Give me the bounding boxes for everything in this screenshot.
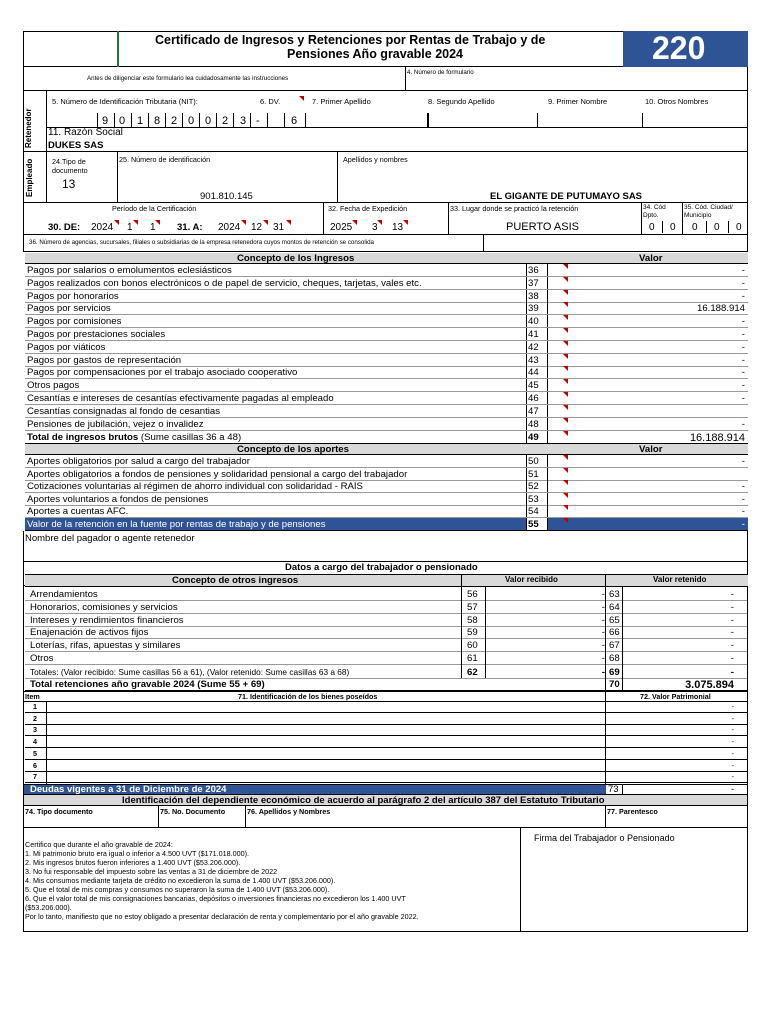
ingreso-num: 46 — [528, 393, 539, 404]
recibido-num: 57 — [467, 601, 478, 613]
bien-item-num: 5 — [33, 748, 37, 758]
aportes-value-header: Valor — [639, 444, 663, 455]
ingreso-label: Pagos por comisiones — [27, 316, 122, 328]
valor-patrimonial-header: 72. Valor Patrimonial — [640, 692, 711, 701]
nit-dash: - — [256, 115, 260, 127]
recibido-num: 61 — [467, 653, 478, 664]
otro-ingreso-row — [25, 601, 748, 614]
totales-v1: - — [601, 667, 605, 678]
bien-item-num: 2 — [33, 713, 37, 723]
ingreso-value[interactable]: - — [741, 393, 745, 404]
ingreso-row — [25, 302, 748, 315]
retenido-num: 66 — [609, 627, 620, 639]
ingreso-label: Cesantías e intereses de cesantías efectivamente pagadas al empleado — [27, 393, 334, 404]
no-doc-dep: 75. No. Documento — [160, 807, 226, 816]
aporte-row — [25, 493, 748, 506]
ingreso-value[interactable]: - — [741, 265, 745, 276]
nombres-label: Apellidos y nombres — [343, 155, 408, 164]
bien-row — [25, 702, 748, 713]
recibido-num: 60 — [467, 640, 478, 652]
aporte-row — [25, 480, 748, 493]
ingreso-num: 48 — [528, 418, 539, 430]
ingreso-row — [25, 277, 748, 290]
firma-label: Firma del Trabajador o Pensionado — [534, 833, 675, 843]
aporte-num: 54 — [528, 506, 539, 518]
retenido-num: 65 — [609, 614, 620, 626]
otro-ingreso-row — [25, 626, 748, 639]
de-day: 1 — [150, 222, 156, 233]
nit-digit: 0 — [205, 115, 212, 127]
ident-header: 71. Identificación de los bienes poseídos — [238, 692, 378, 701]
total-ingresos-note: (Sume casillas 36 a 48) — [140, 432, 242, 443]
ingreso-num: 47 — [528, 405, 539, 417]
fecha-month: 3 — [372, 222, 378, 233]
otros-concept-header: Concepto de otros ingresos — [172, 575, 299, 586]
recibido-value[interactable]: - — [601, 589, 605, 600]
recibido-header: Valor recibido — [505, 575, 558, 584]
ingreso-num: 45 — [528, 380, 539, 392]
aporte-value[interactable]: - — [741, 493, 745, 505]
ingreso-label: Pensiones de jubilación, vejez o invalidez — [27, 418, 204, 430]
totales-n1: 62 — [467, 667, 478, 678]
bien-valor[interactable]: - — [731, 702, 734, 711]
bien-row — [25, 761, 748, 772]
cod-dpto-label: 34. Cód Dpto. — [643, 204, 666, 219]
ingreso-num: 43 — [528, 354, 539, 366]
nit-digit: 3 — [240, 115, 247, 127]
lugar-value: PUERTO ASIS — [506, 221, 579, 233]
ingreso-num: 44 — [528, 367, 539, 379]
fecha-exp-label: 32. Fecha de Expedición — [328, 204, 408, 213]
cod-digit: 0 — [736, 222, 742, 233]
certifico-line: 4. Mis consumos mediante tarjeta de crédito no excedieron la suma de 1.400 UVT ($53.206.000). — [25, 876, 336, 885]
ingreso-value[interactable]: - — [741, 418, 745, 430]
num-id-label: 25. Número de identificación — [119, 155, 211, 164]
ingreso-label: Pagos por compensaciones por el trabajo asociado cooperativo — [27, 367, 298, 379]
agencias-label: 36. Número de agencias, sucursales, filiales o subsidiarias de la empresa retenedora cuyos montos de retención se consolida — [29, 239, 374, 246]
bien-item-num: 7 — [33, 772, 37, 782]
instructions-text: Antes de diligenciar este formulario lea cuidadosamente las instrucciones — [87, 75, 289, 82]
de-label: 30. DE: — [48, 222, 81, 233]
dv-value: 6 — [291, 115, 298, 127]
otro-ingreso-row — [25, 652, 748, 665]
recibido-value[interactable]: - — [601, 653, 605, 664]
form-title-line2: Pensiones Año gravable 2024 — [287, 47, 464, 61]
cod-digit: 0 — [670, 222, 676, 233]
ingreso-num: 39 — [528, 303, 539, 315]
ingreso-label: Pagos por salarios o emolumentos eclesiásticos — [27, 265, 232, 276]
cod-digit: 0 — [649, 222, 655, 233]
ingresos-concept-header: Concepto de los Ingresos — [237, 253, 355, 264]
aporte-value[interactable]: - — [741, 481, 745, 493]
retenido-value[interactable]: - — [730, 653, 734, 664]
ingreso-num: 42 — [528, 341, 539, 353]
total-retenciones-row — [25, 678, 748, 691]
bien-valor[interactable]: - — [731, 772, 734, 782]
num-id-value: 901.810.145 — [200, 191, 253, 202]
retenido-value[interactable]: - — [730, 640, 734, 652]
nit-digit: 1 — [137, 115, 144, 127]
fecha-day: 13 — [392, 222, 404, 233]
a-month: 12 — [251, 222, 263, 233]
ingreso-row — [25, 315, 748, 328]
ingreso-row — [25, 379, 748, 392]
retenido-value[interactable]: - — [730, 589, 734, 600]
retenedor-side-label: Retenedor — [24, 108, 33, 148]
dv-label: 6. DV. — [260, 97, 281, 106]
dependiente-title: Identificación del dependiente económico de acuerdo al parágrafo 2 del artículo 387 del Estatuto Tributario — [122, 795, 605, 806]
razon-social-value: DUKES SAS — [48, 140, 104, 151]
razon-social-label: 11. Razón Social — [48, 127, 123, 138]
retencion-value: - — [741, 519, 745, 530]
empleado-side-label: Empleado — [25, 158, 34, 197]
totales-n2: 69 — [609, 667, 620, 678]
bien-row — [25, 749, 748, 760]
tipo-doc-value: 13 — [62, 177, 76, 191]
ingreso-row — [25, 264, 748, 277]
cod-digit: 0 — [692, 222, 698, 233]
certifico-line: 6. Que el valor total de mis consignaciones bancarias, depósitos o inversiones financieras no excedieron los 1.400 UVT — [25, 894, 406, 903]
de-month: 1 — [127, 222, 133, 233]
recibido-value[interactable]: - — [601, 601, 605, 613]
cod-digit: 0 — [714, 222, 720, 233]
ingresos-value-header: Valor — [639, 253, 663, 264]
parentesco-dep: 77. Parentesco — [607, 807, 658, 816]
ingreso-label: Otros pagos — [27, 380, 80, 392]
ingreso-label: Pagos por gastos de representación — [27, 354, 182, 366]
aporte-num: 51 — [528, 468, 539, 480]
total-ingresos-num: 49 — [528, 432, 539, 443]
recibido-value[interactable]: - — [601, 640, 605, 652]
ingreso-row — [25, 366, 748, 379]
apellido2-label: 8. Segundo Apellido — [428, 97, 495, 106]
aporte-value[interactable]: - — [741, 506, 745, 518]
ingreso-label: Pagos por viáticos — [27, 341, 106, 353]
totales-v2: - — [730, 667, 734, 678]
nit-digit: 0 — [188, 115, 195, 127]
retenido-num: 67 — [609, 640, 620, 652]
retenido-num: 68 — [609, 653, 620, 664]
aporte-label: Aportes obligatorios a fondos de pensiones y solidaridad pensional a cargo del trabajador — [27, 468, 408, 480]
retencion-label: Valor de la retención en la fuente por rentas de trabajo y de pensiones — [27, 519, 326, 530]
periodo-label: Período de la Certificación — [112, 204, 197, 213]
otro-ingreso-label: Loterías, rifas, apuestas y similares — [30, 640, 181, 652]
otros-nombres-label: 10. Otros Nombres — [645, 97, 709, 106]
ingresos-header — [25, 253, 748, 264]
aporte-num: 50 — [528, 456, 539, 467]
otro-ingreso-label: Intereses y rendimientos financieros — [30, 614, 184, 626]
aporte-label: Aportes obligatorios por salud a cargo del trabajador — [27, 456, 250, 467]
aporte-label: Cotizaciones voluntarias al régimen de ahorro individual con solidaridad - RAIS — [27, 481, 363, 493]
total-retenciones-label: Total retenciones año gravable 2024 (Sume 55 + 69) — [30, 679, 265, 690]
otro-ingreso-label: Enajenación de activos fijos — [30, 627, 149, 639]
ingreso-row — [25, 341, 748, 354]
retencion-row — [25, 518, 748, 531]
ingreso-value[interactable]: - — [741, 329, 745, 340]
ingreso-label: Pagos por prestaciones sociales — [27, 329, 166, 340]
bien-row — [25, 725, 748, 736]
ingreso-num: 38 — [528, 290, 539, 302]
ingreso-label: Pagos realizados con bonos electrónicos o de papel de servicio, cheques, tarjetas, vales etc. — [27, 277, 422, 289]
recibido-value[interactable]: - — [601, 627, 605, 639]
total-ingresos-row — [25, 431, 748, 444]
a-day: 31 — [273, 222, 285, 233]
aportes-concept-header: Concepto de los aportes — [237, 444, 349, 455]
ingreso-value[interactable]: - — [741, 277, 745, 289]
bien-valor[interactable]: - — [731, 737, 734, 747]
otro-ingreso-row — [25, 614, 748, 627]
otro-ingreso-label: Honorarios, comisiones y servicios — [30, 601, 178, 613]
apellido1-label: 7. Primer Apellido — [312, 97, 371, 106]
aporte-row — [25, 505, 748, 518]
nit-digit: 2 — [171, 115, 178, 127]
certifico-line: 2. Mis ingresos brutos fueron inferiores a 1.400 UVT ($53.206.000). — [25, 858, 241, 867]
cod-ciudad-label: 35. Cód. Ciudad/ Municipio — [684, 204, 733, 219]
recibido-value[interactable]: - — [601, 614, 605, 626]
bien-row — [25, 714, 748, 725]
otro-ingreso-label: Arrendamientos — [30, 589, 98, 600]
nit-digit: 0 — [119, 115, 126, 127]
certifico-line: 5. Que el total de mis compras y consumos no superaron la suma de 1.400 UVT ($53.206.000). — [25, 885, 330, 894]
bien-row — [25, 772, 748, 783]
bien-valor[interactable]: - — [731, 713, 734, 723]
ingreso-value[interactable]: - — [741, 341, 745, 353]
total-ingresos-value: 16.188.914 — [689, 432, 745, 444]
ingreso-num: 36 — [528, 265, 539, 276]
nit-digit: 9 — [102, 115, 109, 127]
ingreso-value[interactable]: - — [741, 380, 745, 392]
ingreso-label: Cesantías consignadas al fondo de cesantias — [27, 405, 221, 417]
retenido-header: Valor retenido — [653, 575, 707, 584]
aportes-header — [25, 444, 748, 455]
tipo-doc-label: 24.Tipo de documento — [52, 157, 88, 175]
nombres-value: EL GIGANTE DE PUTUMAYO SAS — [490, 191, 643, 202]
nombre1-label: 9. Primer Nombre — [548, 97, 608, 106]
aporte-num: 53 — [528, 493, 539, 505]
pagador-label: Nombre del pagador o agente retenedor — [25, 533, 195, 544]
retenido-num: 63 — [609, 589, 620, 600]
tipo-doc-dep: 74. Tipo documento — [25, 807, 93, 816]
ingreso-row — [25, 405, 748, 418]
retenido-num: 64 — [609, 601, 620, 613]
a-year: 2024 — [218, 222, 241, 233]
certifico-line: 1. Mi patrimonio bruto era igual o inferior a 4.500 UVT ($171.018.000). — [25, 849, 250, 858]
ingreso-row — [25, 328, 748, 341]
aporte-row — [25, 455, 748, 468]
ingreso-row — [25, 354, 748, 367]
bien-row — [25, 737, 748, 748]
totales-label: Totales: (Valor recibido: Sume casillas 56 a 61), (Valor retenido: Sume casillas 63 a 68) — [30, 667, 350, 677]
total-retenciones-num: 70 — [609, 679, 620, 690]
ingreso-label: Pagos por honorarios — [27, 290, 119, 302]
bien-valor[interactable]: - — [731, 760, 734, 770]
trabajador-section-title: Datos a cargo del trabajador o pensionado — [285, 562, 478, 573]
recibido-num: 56 — [467, 589, 478, 600]
recibido-num: 59 — [467, 627, 478, 639]
ingreso-num: 41 — [528, 329, 539, 340]
total-retenciones-value: 3.075.894 — [685, 679, 734, 691]
bien-valor[interactable]: - — [731, 725, 734, 735]
certifico-line: ($53.206.000). — [25, 903, 72, 912]
otro-ingreso-row — [25, 588, 748, 601]
nit-digit: 8 — [154, 115, 161, 127]
otro-ingreso-label: Otros — [30, 653, 54, 664]
form-number-label: 4. Número de formulario — [407, 69, 474, 76]
ingreso-value[interactable]: - — [741, 354, 745, 366]
retenido-value[interactable]: - — [730, 627, 734, 639]
ingreso-num: 40 — [528, 316, 539, 328]
ingreso-value[interactable]: 16.188.914 — [696, 303, 745, 315]
certifico-line: 3. No fui responsable del impuesto sobre las ventas a 31 de diciembre de 2022 — [25, 867, 278, 876]
bien-item-num: 1 — [33, 702, 37, 711]
bien-item-num: 4 — [33, 737, 37, 747]
nit-digit: 2 — [222, 115, 229, 127]
ingreso-value[interactable]: - — [741, 367, 745, 379]
ingreso-row — [25, 392, 748, 405]
ingreso-value[interactable]: - — [741, 316, 745, 328]
nombres-dep: 76. Apellidos y Nombres — [247, 807, 331, 816]
aporte-row — [25, 468, 748, 481]
de-year: 2024 — [91, 222, 114, 233]
total-ingresos-label: Total de ingresos brutos — [27, 432, 139, 443]
otro-ingreso-row — [25, 639, 748, 652]
retenido-value[interactable]: - — [730, 614, 734, 626]
ingreso-row — [25, 418, 748, 431]
retencion-num: 55 — [528, 519, 539, 530]
form-title-line1: Certificado de Ingresos y Retenciones por Rentas de Trabajo y de — [155, 33, 546, 47]
a-label: 31. A: — [177, 222, 203, 233]
bien-valor[interactable]: - — [731, 748, 734, 758]
item-header: Item — [25, 692, 40, 701]
aporte-value[interactable]: - — [741, 456, 745, 467]
form-code: 220 — [652, 30, 706, 66]
bien-item-num: 3 — [33, 725, 37, 735]
ingreso-value[interactable]: - — [741, 290, 745, 302]
deudas-label: Deudas vigentes a 31 de Diciembre de 2024 — [30, 784, 227, 795]
recibido-num: 58 — [467, 614, 478, 626]
aporte-num: 52 — [528, 481, 539, 493]
aporte-label: Aportes a cuentas AFC. — [27, 506, 129, 518]
ingreso-row — [25, 290, 748, 303]
deudas-value: - — [731, 784, 735, 795]
fecha-year: 2025 — [330, 222, 353, 233]
bien-item-num: 6 — [33, 760, 37, 770]
certifico-line: Por lo tanto, manifiesto que no estoy obligado a presentar declaración de renta y complementario por el año gravable 2022. — [25, 912, 419, 921]
deudas-num: 73 — [608, 784, 619, 795]
ingreso-num: 37 — [528, 277, 539, 289]
lugar-label: 33. Lugar donde se practicó la retención — [450, 204, 579, 213]
aporte-label: Aportes voluntarios a fondos de pensiones — [27, 493, 209, 505]
nit-label: 5. Número de Identificación Tributaria (NIT): — [52, 97, 198, 106]
ingreso-label: Pagos por servicios — [27, 303, 111, 315]
certifico-line: Certifico que durante el año gravable de 2024: — [25, 840, 173, 849]
retenido-value[interactable]: - — [730, 601, 734, 613]
